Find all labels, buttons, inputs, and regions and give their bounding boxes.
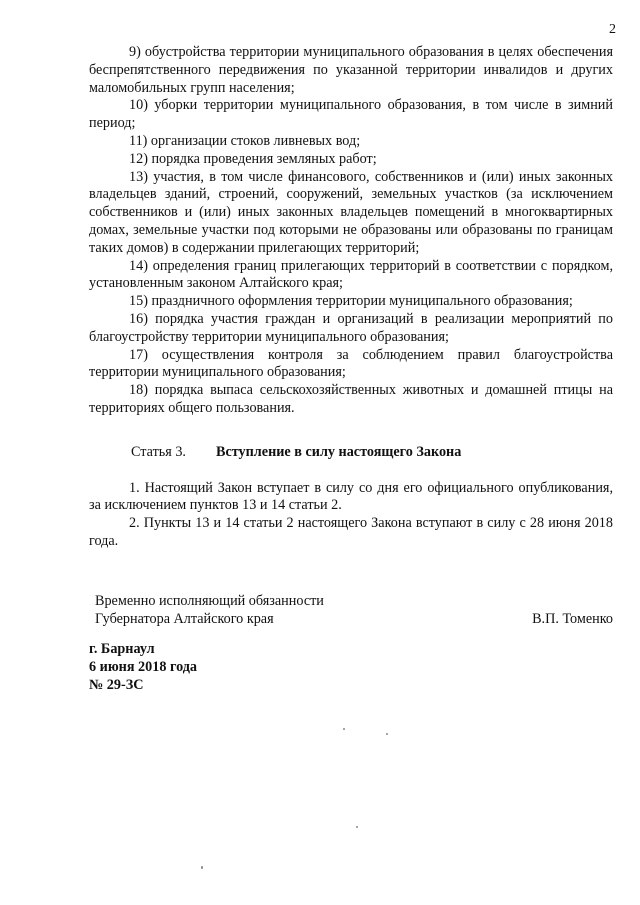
scan-speck — [201, 866, 203, 869]
scan-speck — [343, 728, 345, 730]
city: г. Барнаул — [89, 641, 155, 657]
list-item: 9) обустройства территории муниципального образования в целях обеспечения беспрепятственного передвижения по указанной территории инвалидов и других маломобильных групп населения; — [89, 44, 613, 96]
list-item: 14) определения границ прилегающих территорий в соответствии с порядком, установленным законом Алтайского края; — [89, 257, 613, 292]
article-paragraph: 1. Настоящий Закон вступает в силу со дня его официального опубликования, за исключением пунктов 13 и 14 статьи 2. — [89, 479, 613, 514]
signatory-position-line1: Временно исполняющий обязанности — [95, 593, 324, 609]
page-number: 2 — [609, 22, 616, 37]
document-body — [89, 44, 613, 551]
scan-speck — [386, 733, 388, 735]
list-item: 10) уборки территории муниципального образования, в том числе в зимний период; — [89, 97, 613, 132]
list-item: 18) порядка выпаса сельскохозяйственных животных и домашней птицы на территориях общего пользования. — [89, 382, 613, 416]
law-number: № 29-ЗС — [89, 677, 144, 693]
scan-speck — [356, 826, 358, 828]
list-item: 13) участия, в том числе финансового, собственников и (или) иных законных владельцев зданий, строений, сооружений, земельных участков (за исключением собственников и (или) иных законных владельцев помещений в многоквартирных домах, земельные участки под которыми не образованы или образованы по границам таких домов) в содержании прилегающих территорий; — [89, 168, 613, 256]
date: 6 июня 2018 года — [89, 659, 198, 675]
signature-block — [95, 592, 613, 628]
signatory-name: В.П. Томенко — [532, 611, 613, 627]
list-item: 17) осуществления контроля за соблюдением правил благоустройства территории муниципального образования; — [89, 346, 613, 381]
article-title: Вступление в силу настоящего Закона — [216, 443, 462, 460]
article-heading — [89, 444, 613, 462]
list-item: 16) порядка участия граждан и организаций в реализации мероприятий по благоустройству территории муниципального образования; — [89, 310, 613, 345]
article-number: Статья 3. — [131, 443, 186, 460]
article-body — [89, 480, 613, 551]
law-details — [89, 640, 197, 694]
list-item: 15) праздничного оформления территории муниципального образования; — [129, 293, 573, 310]
article-paragraph: 2. Пункты 13 и 14 статьи 2 настоящего Закона вступают в силу с 28 июня 2018 года. — [89, 515, 613, 549]
signatory-position-line2: Губернатора Алтайского края — [95, 611, 274, 627]
list-item: 12) порядка проведения земляных работ; — [129, 150, 377, 167]
list-item: 11) организации стоков ливневых вод; — [129, 132, 361, 149]
